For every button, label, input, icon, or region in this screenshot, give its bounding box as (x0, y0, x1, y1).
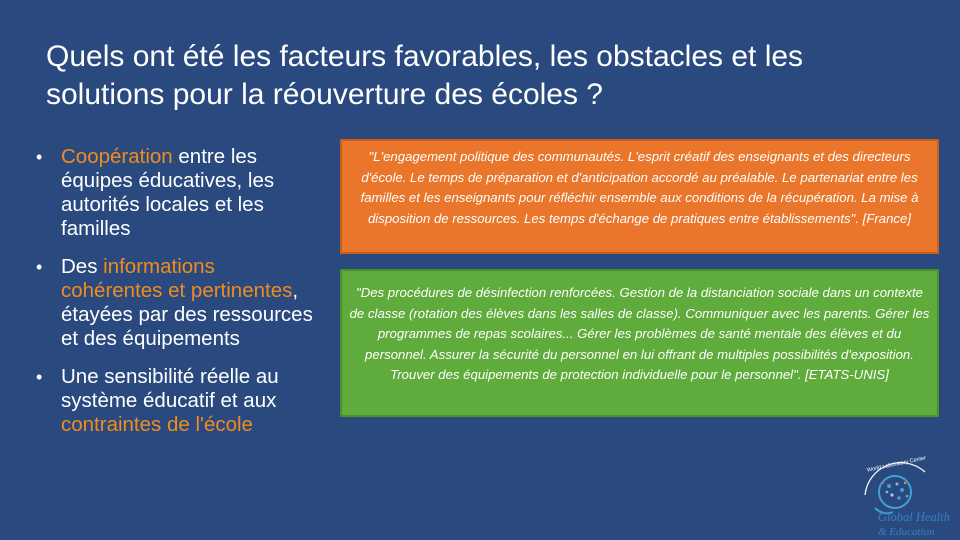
bullet-text: entre les équipes éducatives, les autorités locales et les familles (61, 145, 275, 240)
bullet-item (36, 145, 321, 241)
global-health-education-logo (845, 450, 955, 540)
bullet-highlight-text: contraintes de l'école (61, 413, 253, 436)
bullet-list (36, 145, 321, 451)
bullet-item (36, 255, 321, 351)
bullet-text: Une sensibilité réelle au système éducatif et aux (61, 365, 279, 412)
quote-text-france: "L'engagement politique des communautés. L'esprit créatif des enseignants et des directeurs d'école. Le temps de préparation et d'anticipation accordé au préalable. Le partenariat entre les familles et les enseignants pour réfléchir ensemble aux conditions de la récupération. La mise à disposition de ressources. Les temps d'échange de pratiques entre établissements". [France] (360, 149, 919, 226)
bullet-dot-icon: • (36, 257, 43, 277)
logo-line-2: & Education (878, 526, 935, 538)
slide-title: Quels ont été les facteurs favorables, les obstacles et les solutions pour la réouverture des écoles ? (46, 40, 804, 111)
bullet-highlight-text: Coopération (61, 145, 173, 168)
logo-arc-text: World Laboratory Center (866, 455, 927, 474)
quote-text-usa: "Des procédures de désinfection renforcées. Gestion de la distanciation sociale dans un contexte de classe (rotation des élèves dans les salles de classe). Communiquer avec les parents. Gérer les programmes de repas scolaires... Gérer les problèmes de santé mentale des élèves et du personnel. Assurer la sécurité du personnel en lui offrant de multiples possibilités d'exposition. Trouver des équipements de protection individuelle pour le personnel". [ETATS-UNIS] (349, 285, 930, 382)
bullet-highlight-text: informations cohérentes et pertinentes (61, 255, 293, 302)
bullet-dot-icon: • (36, 367, 43, 387)
quote-box-france (340, 139, 939, 254)
bullet-text: , étayées par des ressources et des équipements (61, 279, 313, 350)
bullet-item (36, 365, 321, 437)
quote-box-usa (340, 269, 939, 417)
bullet-text: Des (61, 255, 104, 278)
logo-line-1: Global Health (878, 510, 950, 524)
bullet-dot-icon: • (36, 147, 43, 167)
